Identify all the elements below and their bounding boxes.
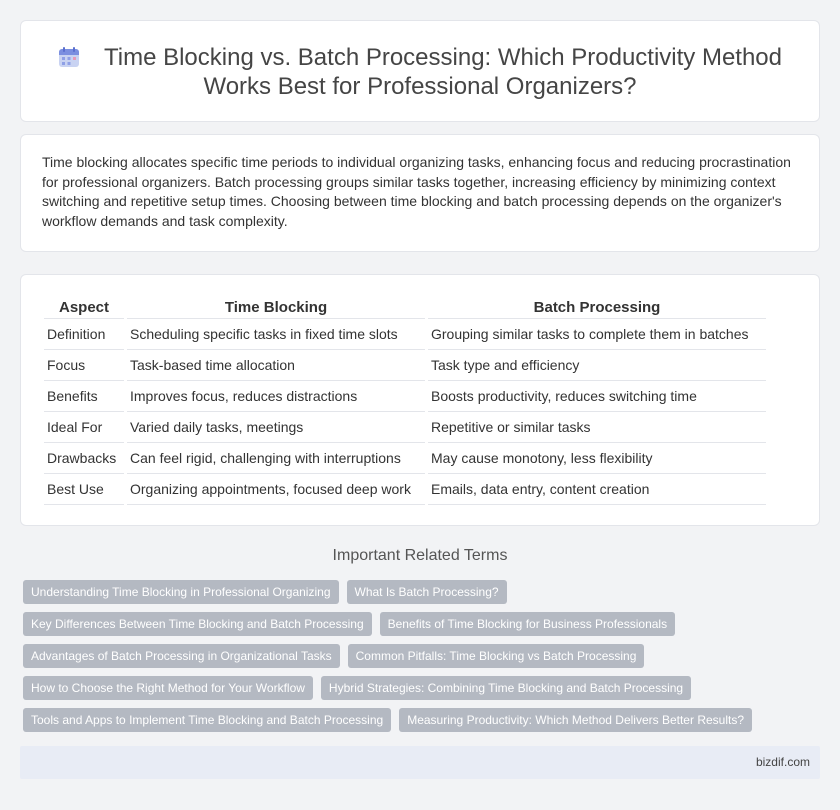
related-term-link[interactable]: Tools and Apps to Implement Time Blocking and Batch Processing	[23, 708, 391, 732]
cell-time-blocking: Varied daily tasks, meetings	[127, 412, 425, 443]
cell-aspect: Definition	[44, 319, 124, 350]
cell-time-blocking: Can feel rigid, challenging with interruptions	[127, 443, 425, 474]
cell-aspect: Ideal For	[44, 412, 124, 443]
cell-batch-processing: Task type and efficiency	[428, 350, 766, 381]
footer-site-link[interactable]: bizdif.com	[755, 755, 810, 769]
related-terms-heading: Important Related Terms	[332, 547, 508, 564]
cell-aspect: Drawbacks	[44, 443, 124, 474]
related-term-link[interactable]: Advantages of Batch Processing in Organizational Tasks	[23, 644, 340, 668]
cell-aspect: Best Use	[44, 474, 124, 505]
comparison-card	[20, 274, 820, 526]
comparison-table	[41, 297, 769, 505]
cell-batch-processing: Boosts productivity, reduces switching time	[428, 381, 766, 412]
header-batch-processing: Batch Processing	[428, 297, 766, 319]
related-tags-row	[23, 612, 683, 636]
table-row	[44, 319, 766, 350]
related-term-link[interactable]: Measuring Productivity: Which Method Delivers Better Results?	[399, 708, 752, 732]
cell-time-blocking: Scheduling specific tasks in fixed time slots	[127, 319, 425, 350]
page-title: Time Blocking vs. Batch Processing: Which Productivity Method Works Best for Professional Organizers?	[103, 44, 783, 100]
cell-aspect: Benefits	[44, 381, 124, 412]
table-row	[44, 381, 766, 412]
calendar-icon	[58, 46, 80, 68]
page-title-wrap	[21, 43, 819, 101]
related-term-link[interactable]: How to Choose the Right Method for Your Workflow	[23, 676, 313, 700]
related-tags-row	[23, 708, 760, 732]
intro-text: Time blocking allocates specific time periods to individual organizing tasks, enhancing focus and reducing procrastination for professional organizers. Batch processing groups similar tasks together, increasing efficiency by minimizing context switching and repetitive setup times. Choosing between time blocking and batch processing depends on the organizer's workflow demands and task complexity.	[42, 154, 791, 229]
related-term-link[interactable]: Common Pitfalls: Time Blocking vs Batch Processing	[348, 644, 645, 668]
intro-card	[20, 134, 820, 252]
table-header-row	[44, 297, 766, 319]
table-row	[44, 443, 766, 474]
cell-batch-processing: Grouping similar tasks to complete them in batches	[428, 319, 766, 350]
related-term-link[interactable]: What Is Batch Processing?	[347, 580, 507, 604]
cell-batch-processing: Repetitive or similar tasks	[428, 412, 766, 443]
table-row	[44, 412, 766, 443]
related-term-link[interactable]: Hybrid Strategies: Combining Time Blocking and Batch Processing	[321, 676, 691, 700]
related-term-link[interactable]: Key Differences Between Time Blocking and Batch Processing	[23, 612, 372, 636]
related-tags-row	[23, 580, 515, 604]
related-term-link[interactable]: Understanding Time Blocking in Professional Organizing	[23, 580, 339, 604]
cell-time-blocking: Improves focus, reduces distractions	[127, 381, 425, 412]
cell-time-blocking: Task-based time allocation	[127, 350, 425, 381]
related-term-link[interactable]: Benefits of Time Blocking for Business Professionals	[380, 612, 675, 636]
footer	[20, 746, 820, 779]
cell-time-blocking: Organizing appointments, focused deep work	[127, 474, 425, 505]
cell-batch-processing: May cause monotony, less flexibility	[428, 443, 766, 474]
related-tags-row	[23, 644, 652, 668]
title-card	[20, 20, 820, 122]
cell-batch-processing: Emails, data entry, content creation	[428, 474, 766, 505]
related-tags-row	[23, 676, 699, 700]
header-time-blocking: Time Blocking	[127, 297, 425, 319]
header-aspect: Aspect	[44, 297, 124, 319]
table-row	[44, 474, 766, 505]
cell-aspect: Focus	[44, 350, 124, 381]
table-row	[44, 350, 766, 381]
